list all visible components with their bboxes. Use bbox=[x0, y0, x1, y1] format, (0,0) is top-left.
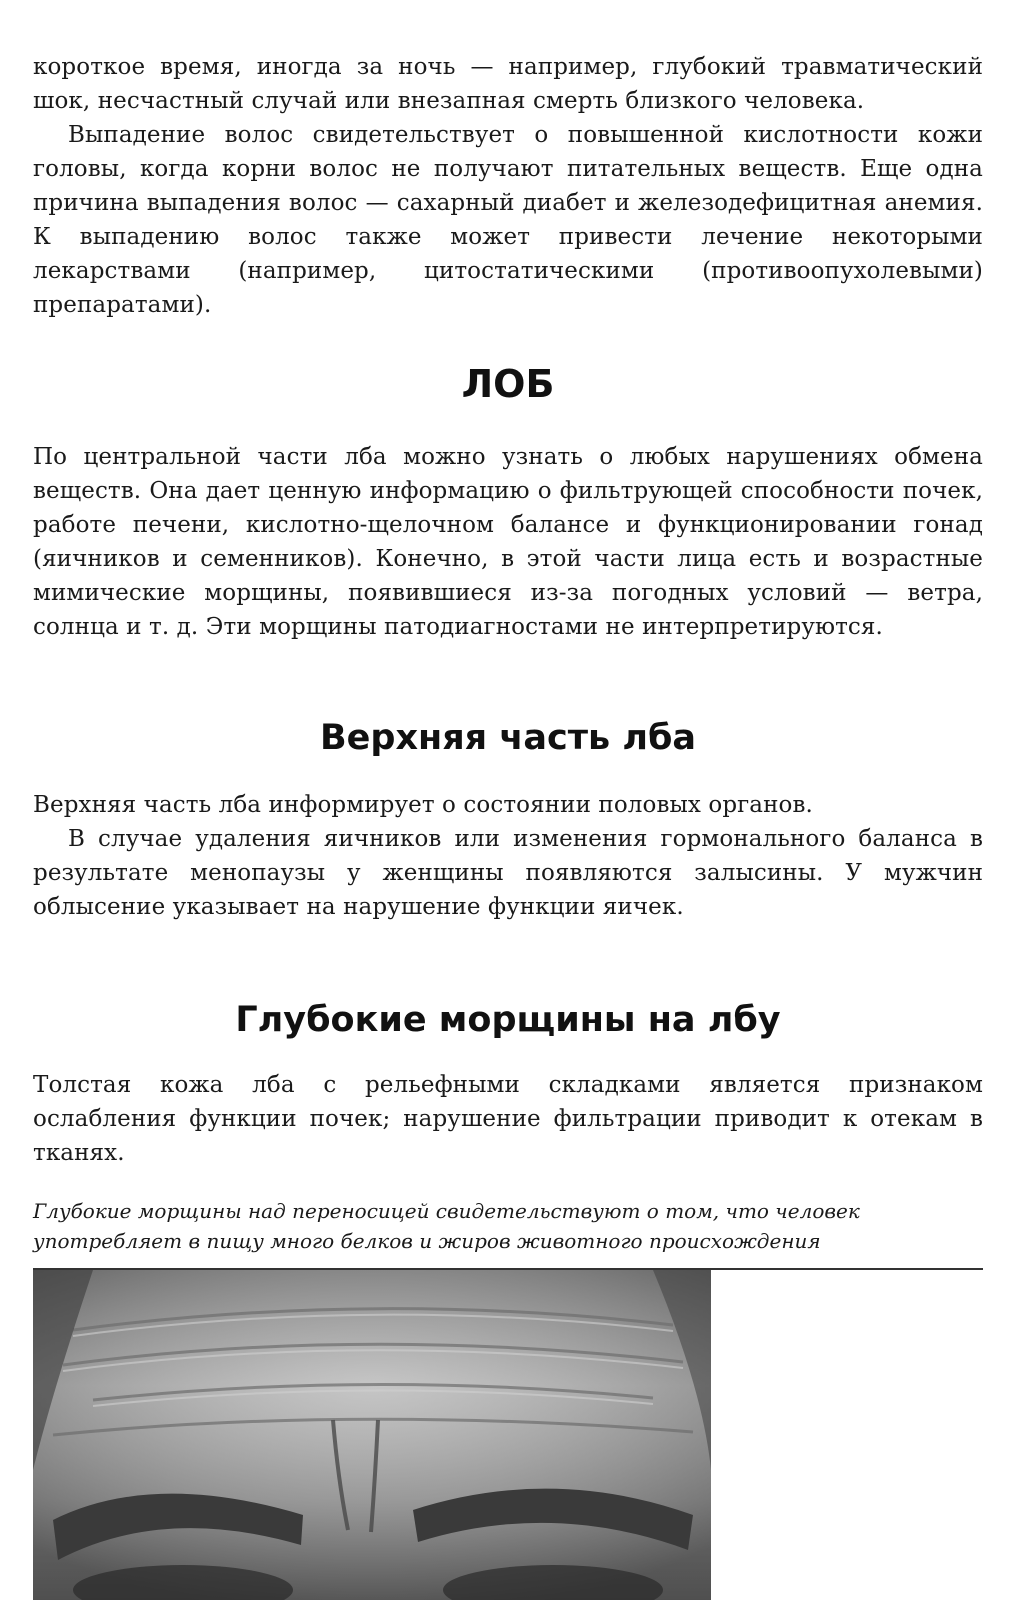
paragraph: Верхняя часть лба информирует о состоянии половых органов. bbox=[33, 792, 813, 818]
intro-text bbox=[33, 50, 983, 322]
paragraph: короткое время, иногда за ночь — например, глубокий травматический шок, несчастный случай или внезапная смерть близкого человека. bbox=[33, 54, 983, 114]
subsection-title-deep-wrinkles: Глубокие морщины на лбу bbox=[235, 1000, 781, 1040]
upper-forehead-text bbox=[33, 788, 983, 924]
deep-wrinkles-text bbox=[33, 1068, 983, 1170]
paragraph: По центральной части лба можно узнать о любых нарушениях обмена веществ. Она дает ценную информацию о фильтрующей способности почек, работе печени, кислотно-щелочном балансе и функционировании гонад (яичников и семенников). Конечно, в этой части лица есть и возрастные мимические морщины, появившиеся из-за погодных условий — ветра, солнца и т. д. Эти морщины патодиагностами не интерпретируются. bbox=[33, 444, 983, 640]
figure-caption: Глубокие морщины над переносицей свидетельствуют о том, что человек употребляет в пищу много белков и жиров животного происхождения bbox=[33, 1199, 860, 1253]
paragraph: Толстая кожа лба с рельефными складками является признаком ослабления функции почек; нарушение фильтрации приводит к отекам в тканях. bbox=[33, 1072, 983, 1166]
forehead-text bbox=[33, 440, 983, 644]
forehead-photo bbox=[33, 1270, 711, 1600]
subsection-title-upper-forehead: Верхняя часть лба bbox=[319, 718, 697, 758]
section-title-forehead: ЛОБ bbox=[461, 362, 555, 406]
paragraph: Выпадение волос свидетельствует о повышенной кислотности кожи головы, когда корни волос не получают питательных веществ. Еще одна причина выпадения волос — сахарный диабет и железодефицитная анемия. К выпадению волос также может привести лечение некоторыми лекарствами (например, цитостатическими (противоопухолевыми) препаратами). bbox=[33, 122, 983, 318]
paragraph: В случае удаления яичников или изменения гормонального баланса в результате менопаузы у женщины появляются залысины. У мужчин облысение указывает на нарушение функции яичек. bbox=[33, 826, 983, 920]
